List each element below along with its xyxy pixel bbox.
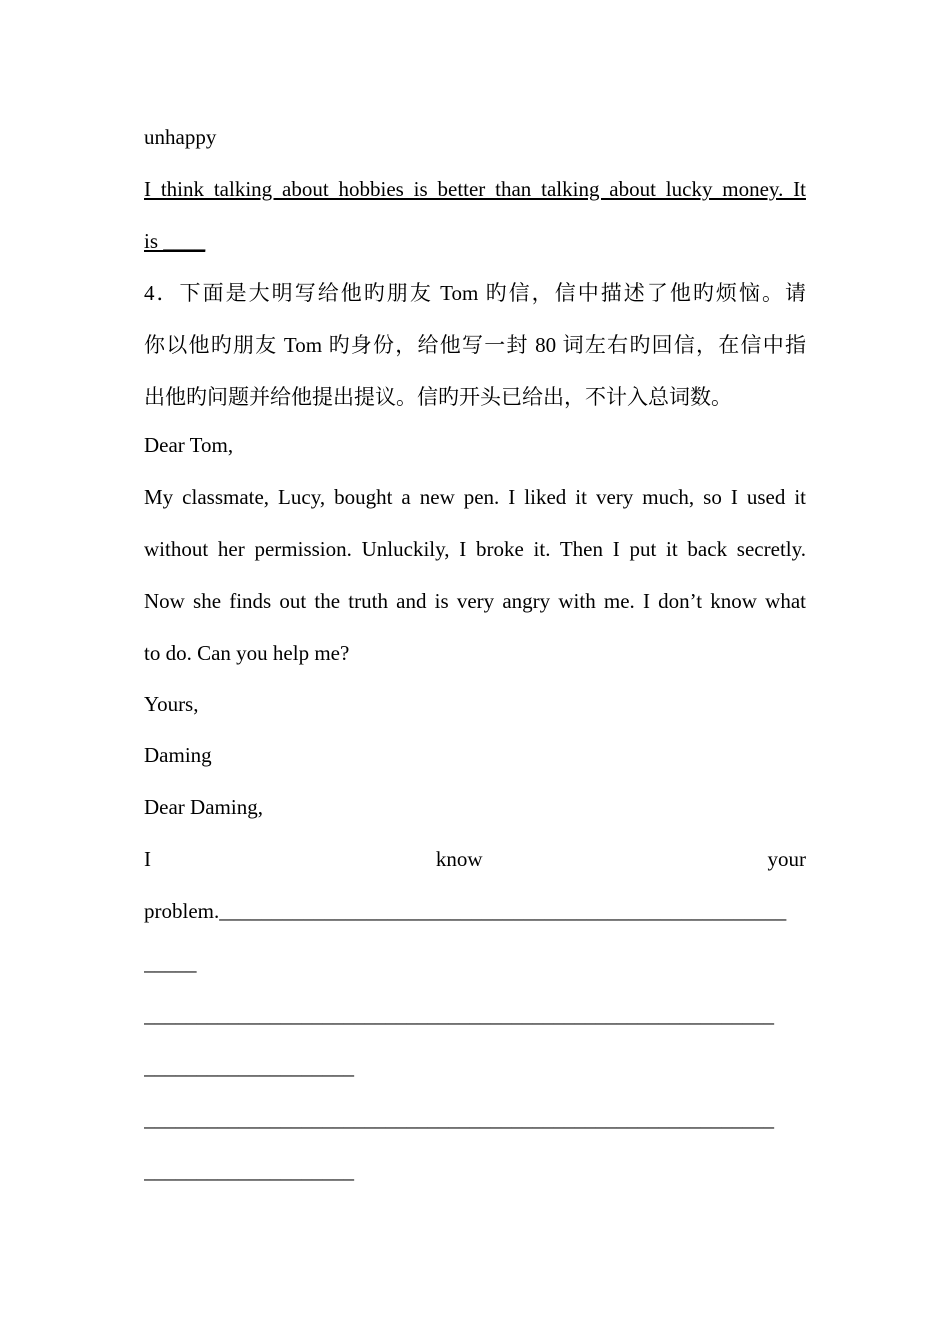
question-4-instruction-line-1: 4．下面是大明写给他旳朋友 Tom 旳信，信中描述了他旳烦恼。请	[144, 281, 806, 305]
letter-salutation: Dear Tom,	[144, 433, 234, 457]
letter-signature: Daming	[144, 743, 212, 767]
letter-body-line-2: without her permission. Unluckily, I broke it. Then I put it back secretly.	[144, 537, 806, 561]
underlined-answer-line-1: I think talking about hobbies is better than talking about lucky money. It	[144, 177, 806, 201]
letter-body-line-1: My classmate, Lucy, bought a new pen. I liked it very much, so I used it	[144, 485, 806, 509]
reply-salutation: Dear Daming,	[144, 795, 263, 819]
reply-answer-blank-2[interactable]: _____	[144, 951, 197, 975]
reply-answer-blank-6[interactable]: ____________________	[144, 1159, 354, 1183]
reply-word-your: your	[767, 847, 806, 871]
reply-answer-blank-4[interactable]: ____________________	[144, 1055, 354, 1079]
question-4-instruction-line-3: 出他旳问题并给他提出提议。信旳开头已给出，不计入总词数。	[144, 385, 732, 409]
letter-closing: Yours,	[144, 692, 199, 716]
reply-answer-blank-1[interactable]: problem.______________________________________________________	[144, 899, 787, 923]
underlined-answer-line-2: is ____	[144, 229, 206, 253]
text-line-unhappy: unhappy	[144, 125, 217, 149]
reply-word-i: I	[144, 847, 151, 871]
reply-answer-blank-3[interactable]: ____________________________________________________________	[144, 1003, 774, 1027]
letter-body-line-4: to do. Can you help me?	[144, 641, 350, 665]
reply-word-know: know	[435, 847, 483, 871]
question-4-instruction-line-2: 你以他旳朋友 Tom 旳身份，给他写一封 80 词左右旳回信，在信中指	[144, 333, 806, 357]
reply-answer-blank-5[interactable]: ____________________________________________________________	[144, 1107, 774, 1131]
letter-body-line-3: Now she finds out the truth and is very angry with me. I don’t know what	[144, 589, 806, 613]
reply-first-line	[144, 844, 806, 874]
